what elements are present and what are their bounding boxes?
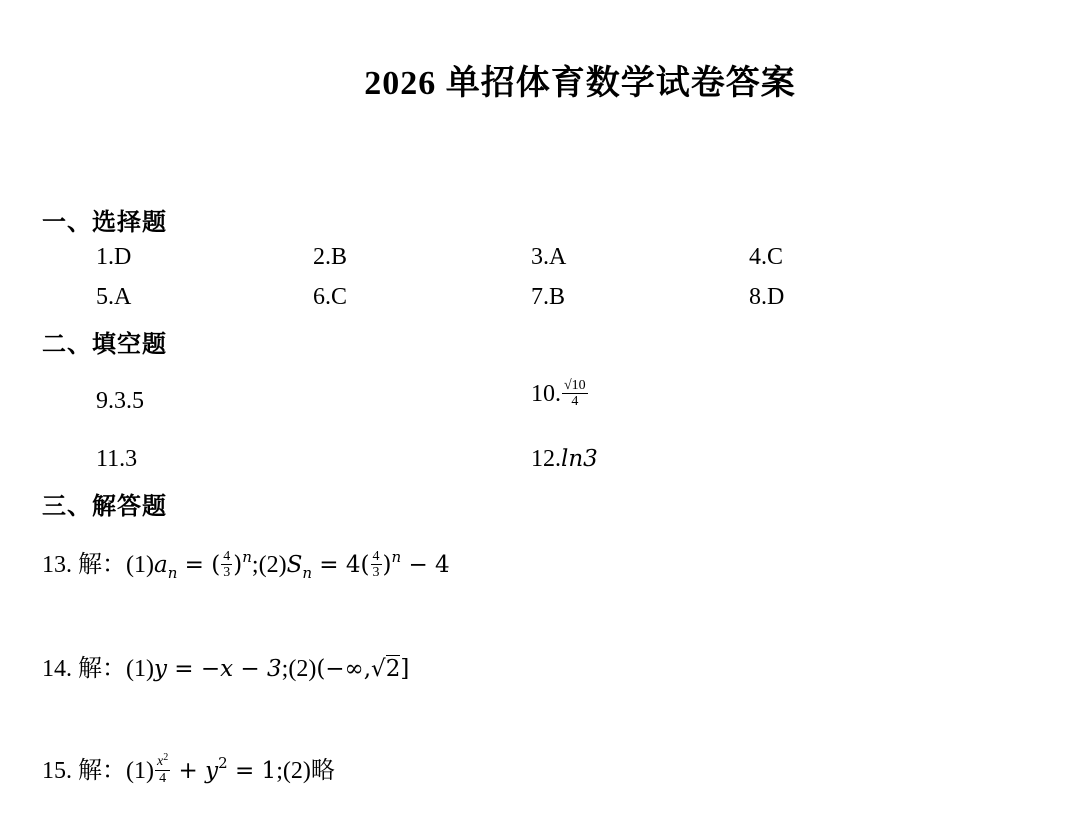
solution-14-label: 14. 解： bbox=[42, 656, 126, 682]
solution-13-eq2: = 4( bbox=[312, 552, 370, 578]
answer-10-denominator: 4 bbox=[571, 394, 579, 409]
section-heading-fill: 二、填空题 bbox=[42, 332, 167, 358]
solution-13-exp1: n bbox=[242, 548, 252, 566]
solution-14-expr1: y = −x − 3 bbox=[153, 656, 282, 682]
answer-10-fraction bbox=[562, 378, 588, 409]
solution-13-close1: ) bbox=[233, 552, 243, 578]
answer-12-math: ln3 bbox=[561, 446, 598, 472]
answer-5: 5.A bbox=[96, 284, 132, 310]
solution-15-frac bbox=[155, 754, 170, 786]
solution-13-exp2: n bbox=[391, 548, 402, 566]
solution-13-label: 13. 解： bbox=[42, 552, 126, 578]
solution-15-label: 15. 解： bbox=[42, 758, 126, 784]
solution-15 bbox=[42, 750, 335, 788]
answer-9: 9.3.5 bbox=[96, 388, 144, 414]
frac1-numerator: 4 bbox=[223, 548, 231, 564]
solution-15-denominator: 4 bbox=[159, 771, 167, 787]
answer-4: 4.C bbox=[749, 244, 784, 270]
solution-15-y: y bbox=[205, 758, 219, 784]
solution-13-frac1 bbox=[221, 549, 232, 580]
answer-10-prefix: 10. bbox=[531, 381, 561, 408]
solution-14-interval-open: (−∞, bbox=[316, 656, 372, 682]
frac2-denominator: 3 bbox=[372, 564, 380, 580]
solution-15-numerator bbox=[155, 754, 170, 771]
answer-1: 1.D bbox=[96, 244, 132, 270]
solution-14-interval-close: ] bbox=[400, 656, 410, 682]
solution-13-S: S bbox=[286, 552, 303, 578]
solution-15-plus: + bbox=[171, 758, 206, 784]
solution-14-sqrt-value: 2 bbox=[385, 656, 401, 682]
solution-14-part1: (1) bbox=[126, 656, 154, 682]
answer-2: 2.B bbox=[313, 244, 348, 270]
solution-15-part2: ;(2)略 bbox=[276, 758, 335, 784]
solution-13-tail: − 4 bbox=[401, 552, 450, 578]
answer-7: 7.B bbox=[531, 284, 566, 310]
solution-15-y-exp: 2 bbox=[218, 754, 228, 772]
section-heading-solve: 三、解答题 bbox=[42, 494, 167, 520]
frac1-denominator: 3 bbox=[223, 564, 231, 580]
solution-13-part1: (1) bbox=[126, 552, 154, 578]
solution-13-semi: ;(2) bbox=[251, 552, 287, 578]
solution-13-a: a bbox=[153, 552, 168, 578]
frac2-numerator: 4 bbox=[372, 548, 380, 564]
answer-6: 6.C bbox=[313, 284, 348, 310]
answer-12 bbox=[531, 446, 598, 473]
solution-13-eq1: = ( bbox=[177, 552, 221, 578]
solution-13-sub-n2: n bbox=[302, 564, 312, 582]
numerator-x: x bbox=[156, 754, 164, 770]
answer-12-prefix: 12. bbox=[531, 446, 561, 472]
solution-15-eq: = 1 bbox=[227, 758, 277, 784]
solution-13-frac2 bbox=[371, 549, 382, 580]
answer-3: 3.A bbox=[531, 244, 567, 270]
section-heading-choice: 一、选择题 bbox=[42, 210, 167, 236]
answer-11: 11.3 bbox=[96, 446, 138, 472]
answer-10 bbox=[531, 380, 589, 411]
numerator-exp: 2 bbox=[163, 752, 169, 764]
solution-14 bbox=[42, 648, 409, 683]
solution-13-close2: ) bbox=[382, 552, 392, 578]
solution-13 bbox=[42, 544, 450, 582]
solution-14-sqrt-symbol: √ bbox=[371, 656, 386, 682]
page-title: 2026 单招体育数学试卷答案 bbox=[364, 65, 796, 102]
answer-8: 8.D bbox=[749, 284, 785, 310]
solution-15-part1: (1) bbox=[126, 758, 154, 784]
solution-14-part2: ;(2) bbox=[281, 656, 317, 682]
answer-10-numerator: √10 bbox=[564, 378, 586, 393]
solution-13-sub-n: n bbox=[167, 564, 178, 582]
